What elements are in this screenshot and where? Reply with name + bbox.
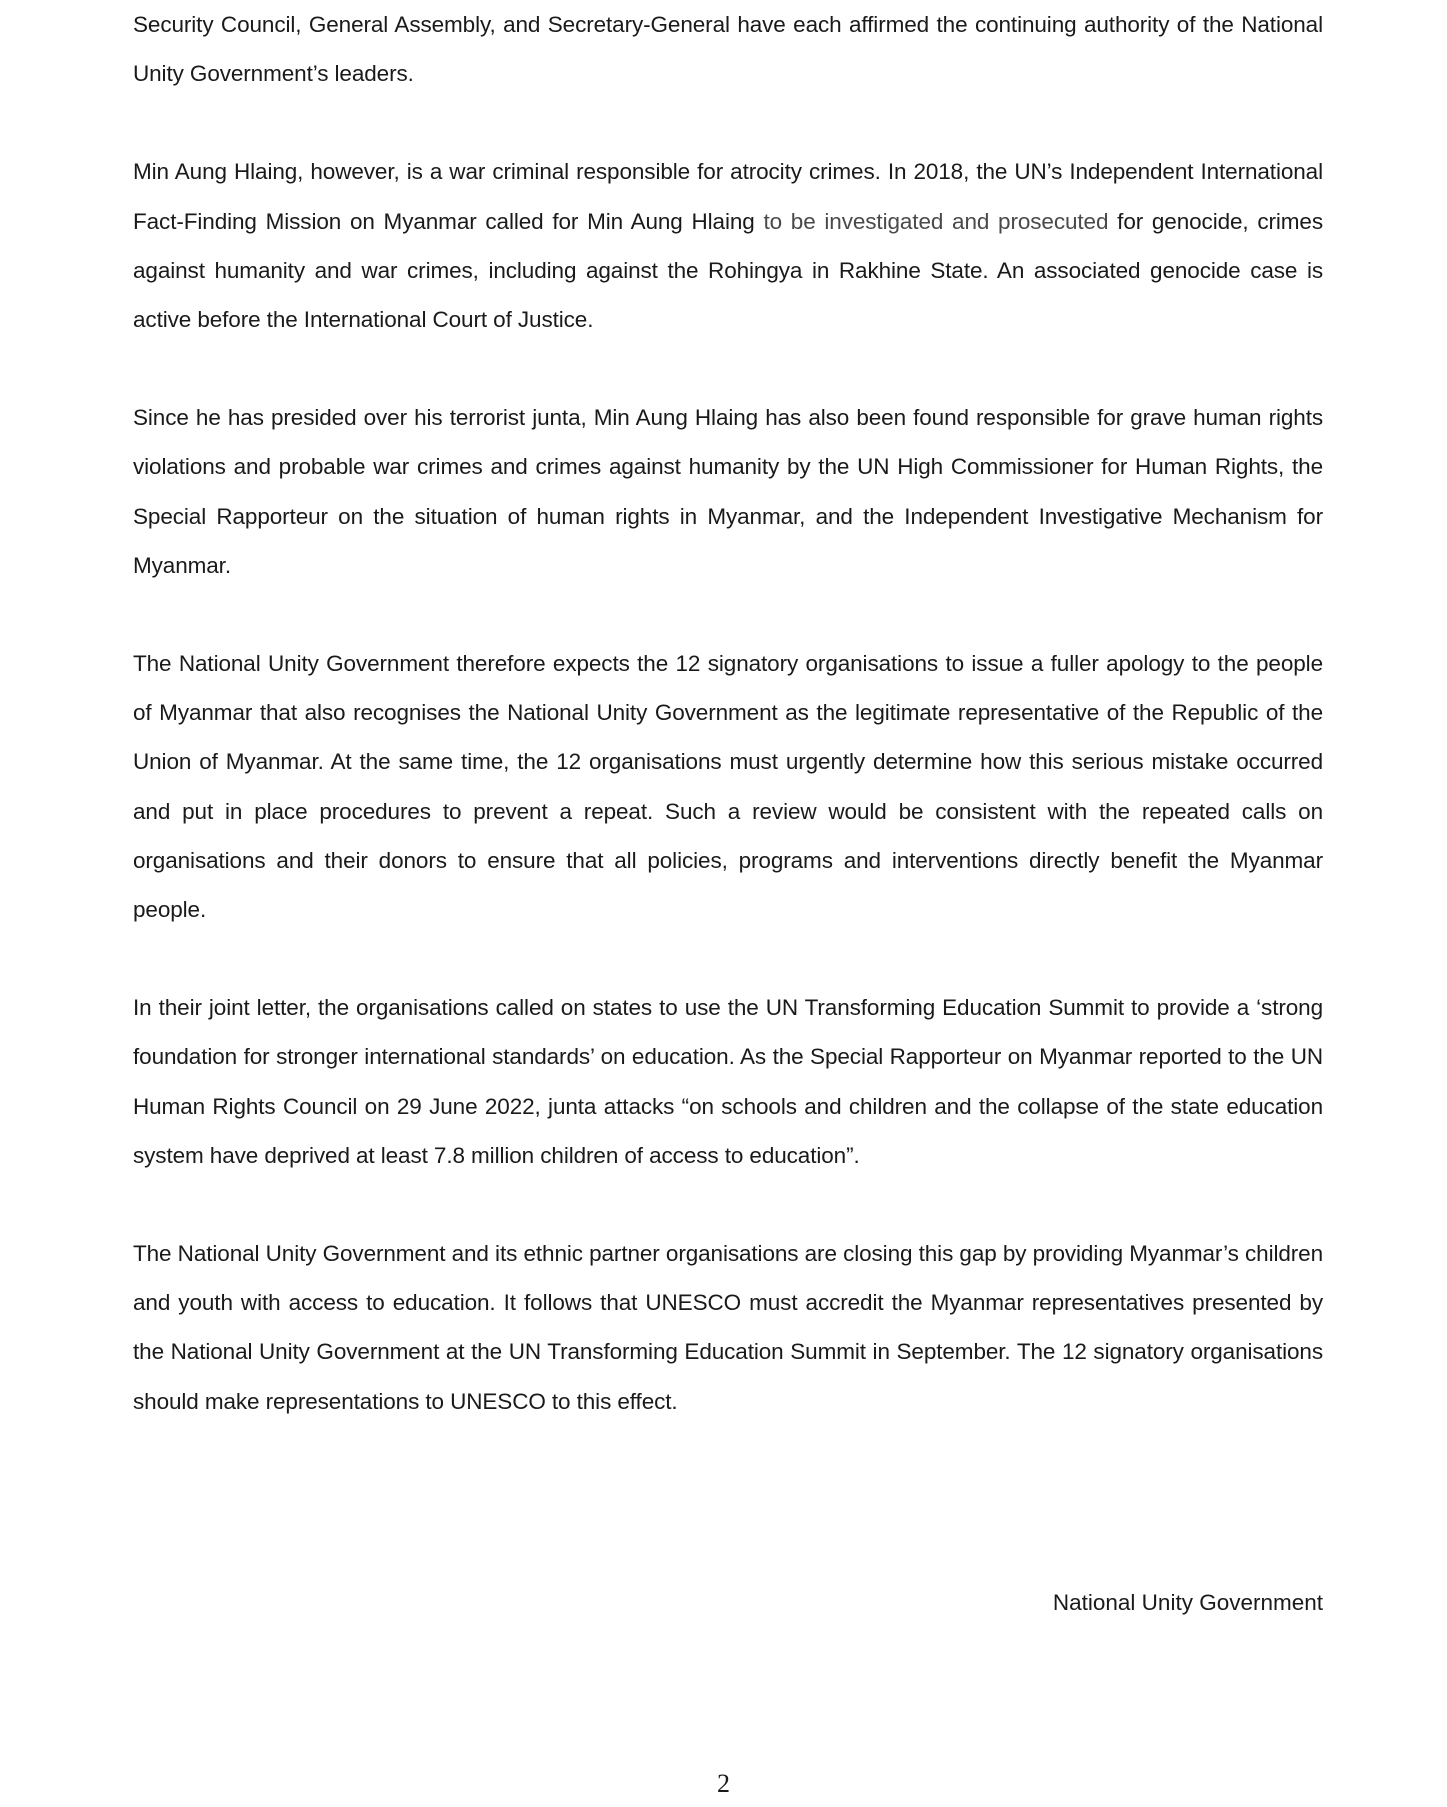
paragraph-3: Since he has presided over his terrorist junta, Min Aung Hlaing has also been found responsible for grave human rights violations and probable war crimes and crimes against humanity by the UN High Commissioner for Human Rights, the Special Rapporteur on the situation of human rights in Myanmar, and the Independent Investigative Mechanism for Myanmar.: [133, 405, 1323, 578]
prosecution-link[interactable]: to be investigated and prosecuted: [763, 208, 1109, 234]
paragraph-5: In their joint letter, the organisations called on states to use the UN Transforming Education Summit to provide a ‘strong foundation for stronger international standards’ on education. As the Special Rapporteur on Myanmar reported to the UN Human Rights Council on 29 June 2022, junta attacks “on schools and children and the collapse of the state education system have deprived at least 7.8 million children of access to education”.: [133, 995, 1323, 1168]
page-number: 2: [717, 1769, 730, 1798]
document-body: [133, 0, 1323, 1426]
paragraph-1: Security Council, General Assembly, and Secretary-General have each affirmed the continuing authority of the National Unity Government’s leaders.: [133, 12, 1323, 87]
paragraph-4: The National Unity Government therefore expects the 12 signatory organisations to issue a fuller apology to the people of Myanmar that also recognises the National Unity Government as the legitimate representative of the Republic of the Union of Myanmar. At the same time, the 12 organisations must urgently determine how this serious mistake occurred and put in place procedures to prevent a repeat. Such a review would be consistent with the repeated calls on organisations and their donors to ensure that all policies, programs and interventions directly benefit the Myanmar people.: [133, 651, 1323, 923]
paragraph-2: [133, 147, 1323, 344]
signature: National Unity Government: [1052, 1590, 1323, 1615]
paragraph-2-text-end: for genocide, crimes against humanity and war crimes, including against the Rohingya in Rakhine State. An associated genocide case is active before the International Court of Justice.: [133, 208, 1323, 333]
paragraph-6: The National Unity Government and its ethnic partner organisations are closing this gap by providing Myanmar’s children and youth with access to education. It follows that UNESCO must accredit the Myanmar representatives presented by the National Unity Government at the UN Transforming Education Summit in September. The 12 signatory organisations should make representations to UNESCO to this effect.: [133, 1241, 1323, 1414]
paragraph-2-text-start: Min Aung Hlaing, however, is a war criminal responsible for atrocity crimes. In 2018, the UN’s Independent International Fact-Finding Mission on Myanmar called for Min Aung Hlaing: [133, 159, 1323, 234]
